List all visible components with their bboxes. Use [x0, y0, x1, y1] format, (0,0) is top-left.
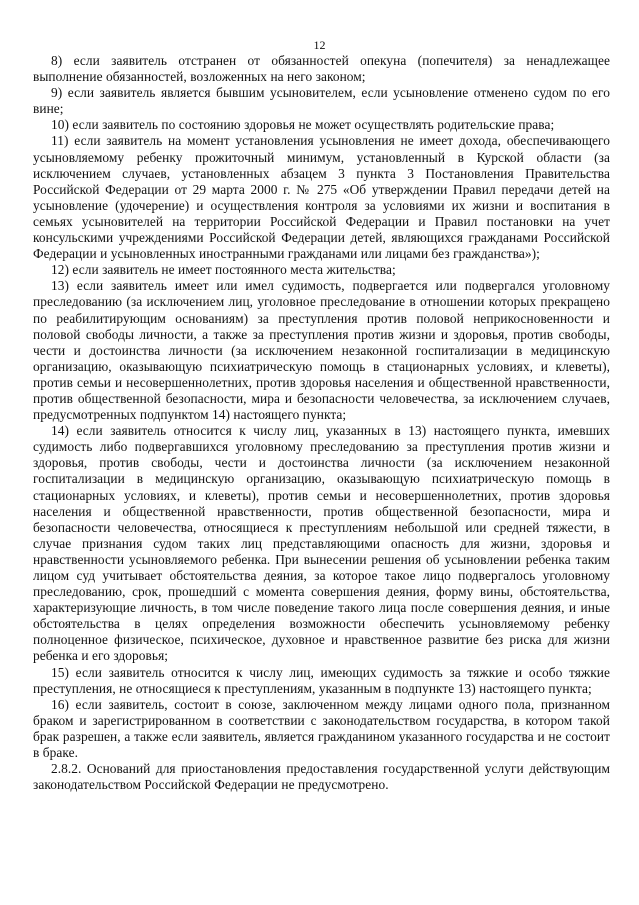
page-number: 12 [313, 38, 326, 52]
paragraph-item-14: 14) если заявитель относится к числу лиц, указанных в 13) настоящего пункта, имевших судимость либо подвергавшихся уголовному преследованию за преступления против жизни и здоровья, против свободы, чести и достоинства личности (за исключением незаконной госпитализации в медицинскую организацию, оказывающую психиатрическую помощь в стационарных условиях, и клеветы), против семьи и несовершеннолетних, против здоровья населения и общественной нравственности, против общественной безопасности, мира и безопасности человечества, относящиеся к преступлениям небольшой или средней тяжести, в случае признания судом таких лиц представляющими опасность для жизни, здоровья и нравственности усыновляемого ребенка. При вынесении решения об усыновлении ребенка таким лицом суд учитывает обстоятельства деяния, за которое такое лицо подвергалось уголовному преследованию, срок, прошедший с момента совершения деяния, форму вины, обстоятельства, характеризующие личность, в том числе поведение такого лица после совершения деяния, и иные обстоятельства в целях определения возможности обеспечить усыновляемому ребенку полноценное физическое, психическое, духовное и нравственное развитие без риска для жизни ребенка и его здоровья; [33, 423, 610, 664]
paragraph-item-12: 12) если заявитель не имеет постоянного места жительства; [51, 262, 396, 278]
paragraph-item-9: 9) если заявитель является бывшим усыновителем, если усыновление отменено судом по его вине; [33, 85, 610, 117]
document-body [33, 53, 610, 793]
paragraph-item-16: 16) если заявитель, состоит в союзе, заключенном между лицами одного пола, признанном браком и зарегистрированном в соответствии с законодательством государства, в котором такой брак разрешен, а также если заявитель, является гражданином указанного государства и не состоит в браке. [33, 696, 610, 761]
paragraph-item-10: 10) если заявитель по состоянию здоровья не может осуществлять родительские права; [51, 117, 555, 133]
paragraph-item-11: 11) если заявитель на момент установления усыновления не имеет дохода, обеспечивающего усыновляемому ребенку прожиточный минимум, установленный в Курской области (за исключением случаев, установленных абзацем 3 пункта 3 Постановления Правительства Российской Федерации от 29 марта 2000 г. № 275 «Об утверждении Правил передачи детей на усыновление (удочерение) и осуществления контроля за условиями их жизни и воспитания в семьях усыновителей на территории Российской Федерации и Правил постановки на учет консульскими учреждениями Российской Федерации детей, являющихся гражданами Российской Федерации и усыновленных иностранными гражданами или лицами без гражданства»); [33, 133, 610, 262]
paragraph-item-8: 8) если заявитель отстранен от обязанностей опекуна (попечителя) за ненадлежащее выполнение обязанностей, возложенных на него законом; [33, 53, 610, 85]
paragraph-2-8-2: 2.8.2. Оснований для приостановления предоставления государственной услуги действующим законодательством Российской Федерации не предусмотрено. [33, 761, 610, 793]
paragraph-item-15: 15) если заявитель относится к числу лиц, имеющих судимость за тяжкие и особо тяжкие преступления, не относящиеся к преступлениям, указанным в подпункте 13) настоящего пункта; [33, 664, 610, 696]
paragraph-item-13: 13) если заявитель имеет или имел судимость, подвергается или подвергался уголовному преследованию (за исключением лиц, уголовное преследование в отношении которых прекращено по реабилитирующим основаниям) за преступления против половой неприкосновенности и половой свободы личности, а также за преступления против жизни и здоровья, против свободы, чести и достоинства личности (за исключением незаконной госпитализации в медицинскую организацию, оказывающую психиатрическую помощь в стационарных условиях, и клеветы), против семьи и несовершеннолетних, против здоровья населения и общественной нравственности, против общественной безопасности, мира и безопасности человечества, за исключением случаев, предусмотренных подпунктом 14) настоящего пункта; [33, 278, 610, 423]
